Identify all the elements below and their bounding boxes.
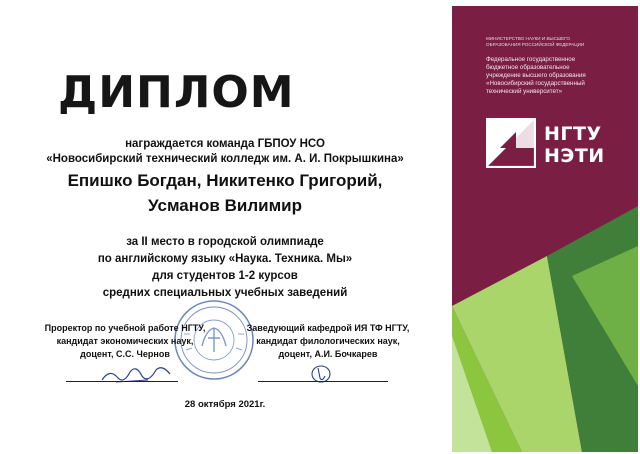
left-signatory-name: доцент, С.С. Чернов bbox=[80, 349, 170, 359]
left-signatory-degree: кандидат экономических наук, bbox=[56, 336, 194, 346]
college-name: «Новосибирский технический колледж им. А. И. Покрышкина» bbox=[46, 153, 404, 165]
award-reason bbox=[20, 234, 430, 302]
left-signatory bbox=[30, 322, 220, 361]
logo-line-2: НЭТИ bbox=[544, 145, 605, 167]
reason-line: для студентов 1-2 курсов bbox=[152, 270, 298, 282]
reason-line: за II место в городской олимпиаде bbox=[126, 236, 324, 248]
recipient-names-line-1: Епишко Богдан, Никитенко Григорий, bbox=[67, 171, 383, 190]
ministry-line: МИНИСТЕРСТВО НАУКИ И ВЫСШЕГО bbox=[486, 36, 570, 41]
left-signatory-position: Проректор по учебной работе НГТУ, bbox=[44, 323, 206, 333]
signature-right-icon bbox=[306, 362, 336, 386]
diploma-title: ДИПЛОМ bbox=[58, 67, 295, 118]
signature-line-right bbox=[258, 381, 388, 382]
institution-line: «Новосибирский государственный bbox=[486, 80, 585, 87]
ngtu-logo-text bbox=[544, 123, 605, 167]
institution-line: учреждение высшего образования bbox=[486, 72, 586, 79]
ministry-line: ОБРАЗОВАНИЯ РОССИЙСКОЙ ФЕДЕРАЦИИ bbox=[486, 42, 585, 47]
right-signatory-name: доцент, А.И. Бочкарев bbox=[278, 349, 378, 359]
ministry-heading bbox=[486, 36, 626, 48]
ngtu-logo-mark-icon bbox=[486, 118, 536, 168]
issue-date: 28 октября 2021г. bbox=[184, 399, 266, 410]
institution-name bbox=[486, 56, 628, 96]
signature-line-left bbox=[66, 381, 178, 382]
signature-left-icon bbox=[96, 358, 176, 388]
institution-line: Федеральное государственное bbox=[486, 56, 576, 63]
institution-line: технический университет» bbox=[486, 88, 563, 95]
reason-line: по английскому языку «Наука. Техника. Мы» bbox=[97, 253, 353, 265]
institution-line: бюджетное образовательное bbox=[486, 64, 570, 71]
awarded-line: награждается команда ГБПОУ НСО bbox=[125, 138, 325, 150]
logo-line-1: НГТУ bbox=[544, 123, 602, 145]
university-branding-panel bbox=[452, 6, 638, 452]
right-signatory-degree: кандидат филологических наук, bbox=[256, 336, 400, 346]
right-signatory bbox=[228, 322, 428, 361]
right-signatory-position: Заведующий кафедрой ИЯ ТФ НГТУ, bbox=[246, 323, 410, 333]
reason-line: средних специальных учебных заведений bbox=[102, 287, 348, 299]
recipient-names-line-2: Усманов Вилимир bbox=[148, 196, 302, 215]
